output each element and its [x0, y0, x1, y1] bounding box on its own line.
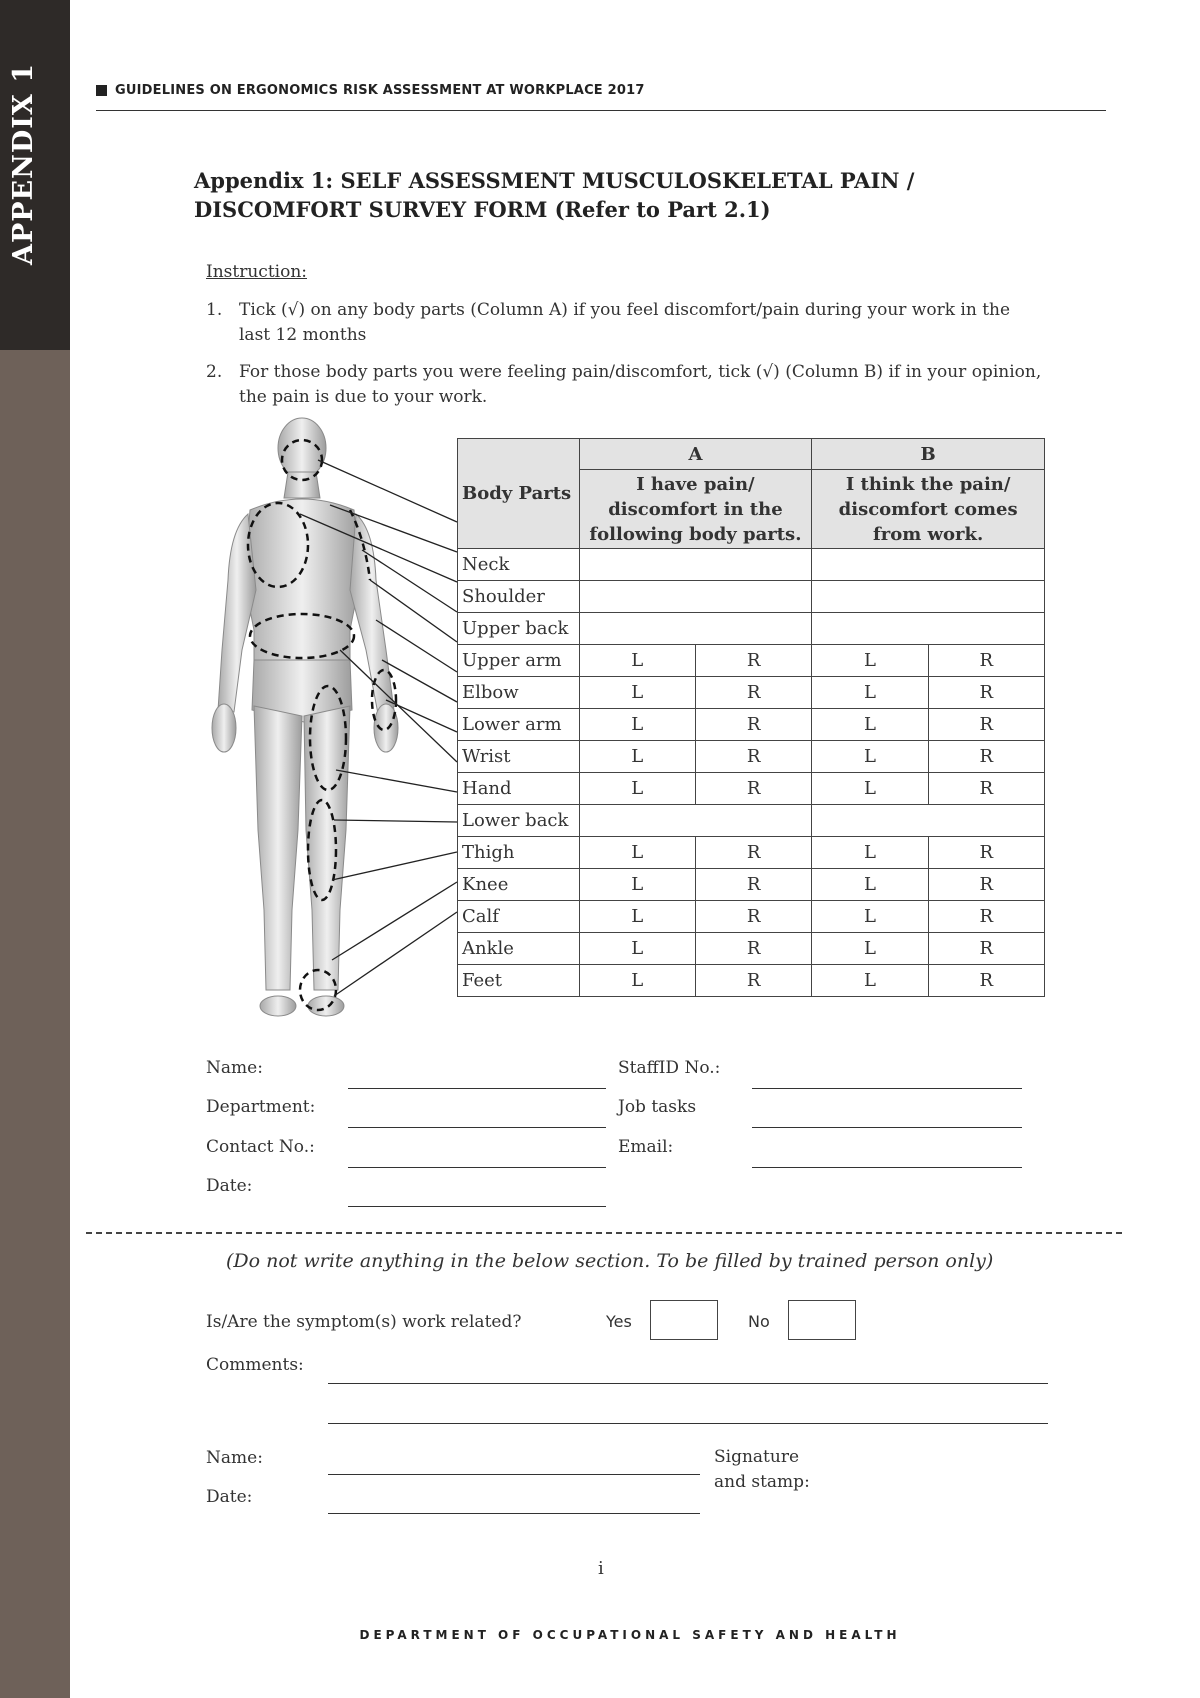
column-b-right-cell[interactable]: R	[928, 933, 1044, 965]
job-tasks-label: Job tasks	[618, 1097, 697, 1117]
column-a-left-cell[interactable]: L	[579, 933, 695, 965]
column-b-right-cell[interactable]: R	[928, 837, 1044, 869]
yes-label: Yes	[606, 1312, 632, 1331]
column-b-right-cell[interactable]: R	[928, 677, 1044, 709]
column-b-left-cell[interactable]: L	[812, 901, 928, 933]
column-b-right-cell[interactable]: R	[928, 901, 1044, 933]
appendix-label: APPENDIX 1	[8, 63, 39, 265]
table-row	[458, 837, 1045, 869]
body-part-label: Neck	[458, 549, 580, 581]
table-row	[458, 901, 1045, 933]
no-checkbox[interactable]	[788, 1300, 856, 1340]
instruction-number: 1.	[206, 300, 223, 320]
name-label: Name:	[206, 1058, 263, 1078]
column-b-left-cell[interactable]: L	[812, 933, 928, 965]
work-related-question: Is/Are the symptom(s) work related?	[206, 1312, 522, 1332]
column-b-cell[interactable]	[812, 549, 1045, 581]
comments-field-line-2[interactable]	[328, 1423, 1048, 1424]
table-row	[458, 805, 1045, 837]
page-header	[96, 80, 1106, 111]
column-b-cell[interactable]	[812, 805, 1045, 837]
staff-id-label: StaffID No.:	[618, 1058, 721, 1078]
trained-person-note: (Do not write anything in the below section. To be filled by trained person only)	[226, 1250, 994, 1272]
contact-field[interactable]	[348, 1167, 606, 1168]
body-part-label: Thigh	[458, 837, 580, 869]
column-a-right-cell[interactable]: R	[695, 965, 811, 997]
column-b-left-cell[interactable]: L	[812, 773, 928, 805]
section-divider	[86, 1232, 1122, 1234]
column-a-cell[interactable]	[579, 549, 812, 581]
body-part-label: Feet	[458, 965, 580, 997]
body-figure-image	[200, 410, 460, 1030]
column-a-right-cell[interactable]: R	[695, 837, 811, 869]
table-row	[458, 549, 1045, 581]
column-a-left-cell[interactable]: L	[579, 709, 695, 741]
table-row	[458, 613, 1045, 645]
table-row	[458, 709, 1045, 741]
body-part-label: Upper arm	[458, 645, 580, 677]
comments-label: Comments:	[206, 1355, 304, 1375]
body-part-label: Lower arm	[458, 709, 580, 741]
column-a-right-cell[interactable]: R	[695, 709, 811, 741]
stamp-label: and stamp:	[714, 1472, 810, 1492]
staff-id-field[interactable]	[752, 1088, 1022, 1089]
column-a-cell[interactable]	[579, 613, 812, 645]
column-a-left-cell[interactable]: L	[579, 901, 695, 933]
column-b-left-cell[interactable]: L	[812, 869, 928, 901]
page-number: i	[598, 1558, 604, 1579]
date-label: Date:	[206, 1176, 253, 1196]
instruction-text: Tick (√) on any body parts (Column A) if you feel discomfort/pain during your work in the last 12 months	[239, 300, 1011, 345]
name-field[interactable]	[348, 1088, 606, 1089]
column-a-right-cell[interactable]: R	[695, 869, 811, 901]
form-title-line-1: Appendix 1: SELF ASSESSMENT MUSCULOSKELETAL PAIN /	[194, 168, 915, 193]
contact-label: Contact No.:	[206, 1137, 315, 1157]
header-square-icon	[96, 85, 107, 96]
instruction-heading: Instruction:	[206, 262, 307, 282]
no-label: No	[748, 1312, 770, 1331]
table-row	[458, 741, 1045, 773]
column-a-cell[interactable]	[579, 805, 812, 837]
job-tasks-field[interactable]	[752, 1127, 1022, 1128]
column-b-right-cell[interactable]: R	[928, 965, 1044, 997]
body-part-label: Calf	[458, 901, 580, 933]
column-b-header: B	[812, 439, 1045, 470]
column-b-right-cell[interactable]: R	[928, 773, 1044, 805]
page-footer: DEPARTMENT OF OCCUPATIONAL SAFETY AND HEALTH	[359, 1628, 901, 1642]
instruction-item	[206, 360, 1046, 410]
body-parts-table	[457, 438, 1045, 997]
body-part-label: Ankle	[458, 933, 580, 965]
column-a-cell[interactable]	[579, 581, 812, 613]
column-a-left-cell[interactable]: L	[579, 645, 695, 677]
column-a-right-cell[interactable]: R	[695, 741, 811, 773]
column-a-left-cell[interactable]: L	[579, 965, 695, 997]
column-b-right-cell[interactable]: R	[928, 741, 1044, 773]
signature-label: Signature	[714, 1447, 800, 1467]
column-a-right-cell[interactable]: R	[695, 901, 811, 933]
body-part-label: Elbow	[458, 677, 580, 709]
column-b-left-cell[interactable]: L	[812, 965, 928, 997]
column-b-right-cell[interactable]: R	[928, 645, 1044, 677]
comments-field-line-1[interactable]	[328, 1383, 1048, 1384]
column-b-cell[interactable]	[812, 613, 1045, 645]
table-row	[458, 677, 1045, 709]
table-row	[458, 869, 1045, 901]
body-part-label: Wrist	[458, 741, 580, 773]
column-a-left-cell[interactable]: L	[579, 869, 695, 901]
table-row	[458, 773, 1045, 805]
column-b-description: I think the pain/ discomfort comes from work.	[812, 470, 1045, 549]
assessor-date-label: Date:	[206, 1487, 253, 1507]
body-part-label: Hand	[458, 773, 580, 805]
form-title-line-2: DISCOMFORT SURVEY FORM (Refer to Part 2.1)	[194, 197, 771, 222]
column-b-left-cell[interactable]: L	[812, 741, 928, 773]
email-label: Email:	[618, 1137, 674, 1157]
column-a-left-cell[interactable]: L	[579, 837, 695, 869]
column-a-description: I have pain/ discomfort in the following body parts.	[579, 470, 812, 549]
column-a-header: A	[579, 439, 812, 470]
assessor-date-field[interactable]	[328, 1513, 700, 1514]
column-b-left-cell[interactable]: L	[812, 709, 928, 741]
assessor-name-label: Name:	[206, 1448, 263, 1468]
column-a-right-cell[interactable]: R	[695, 677, 811, 709]
column-a-right-cell[interactable]: R	[695, 933, 811, 965]
column-b-right-cell[interactable]: R	[928, 709, 1044, 741]
email-field[interactable]	[752, 1167, 1022, 1168]
column-a-left-cell[interactable]: L	[579, 773, 695, 805]
body-parts-header: Body Parts	[458, 439, 580, 549]
body-part-label: Shoulder	[458, 581, 580, 613]
column-a-right-cell[interactable]: R	[695, 773, 811, 805]
department-field[interactable]	[348, 1127, 606, 1128]
table-row	[458, 581, 1045, 613]
column-a-left-cell[interactable]: L	[579, 677, 695, 709]
column-a-left-cell[interactable]: L	[579, 741, 695, 773]
instruction-number: 2.	[206, 362, 223, 382]
column-b-left-cell[interactable]: L	[812, 677, 928, 709]
header-text: GUIDELINES ON ERGONOMICS RISK ASSESSMENT AT WORKPLACE 2017	[115, 83, 645, 98]
instruction-text: For those body parts you were feeling pain/discomfort, tick (√) (Column B) if in your opinion, the pain is due to your work.	[239, 362, 1042, 407]
date-field[interactable]	[348, 1206, 606, 1207]
column-b-right-cell[interactable]: R	[928, 869, 1044, 901]
body-part-label: Knee	[458, 869, 580, 901]
table-row	[458, 645, 1045, 677]
column-a-right-cell[interactable]: R	[695, 645, 811, 677]
table-row	[458, 965, 1045, 997]
body-part-label: Lower back	[458, 805, 580, 837]
column-b-left-cell[interactable]: L	[812, 837, 928, 869]
column-b-left-cell[interactable]: L	[812, 645, 928, 677]
column-b-cell[interactable]	[812, 581, 1045, 613]
body-parts-rows	[458, 549, 1045, 997]
department-label: Department:	[206, 1097, 316, 1117]
table-row	[458, 933, 1045, 965]
sidebar-brown-band	[0, 350, 70, 1698]
assessor-name-field[interactable]	[328, 1474, 700, 1475]
body-part-label: Upper back	[458, 613, 580, 645]
instruction-item	[206, 298, 1046, 348]
yes-checkbox[interactable]	[650, 1300, 718, 1340]
